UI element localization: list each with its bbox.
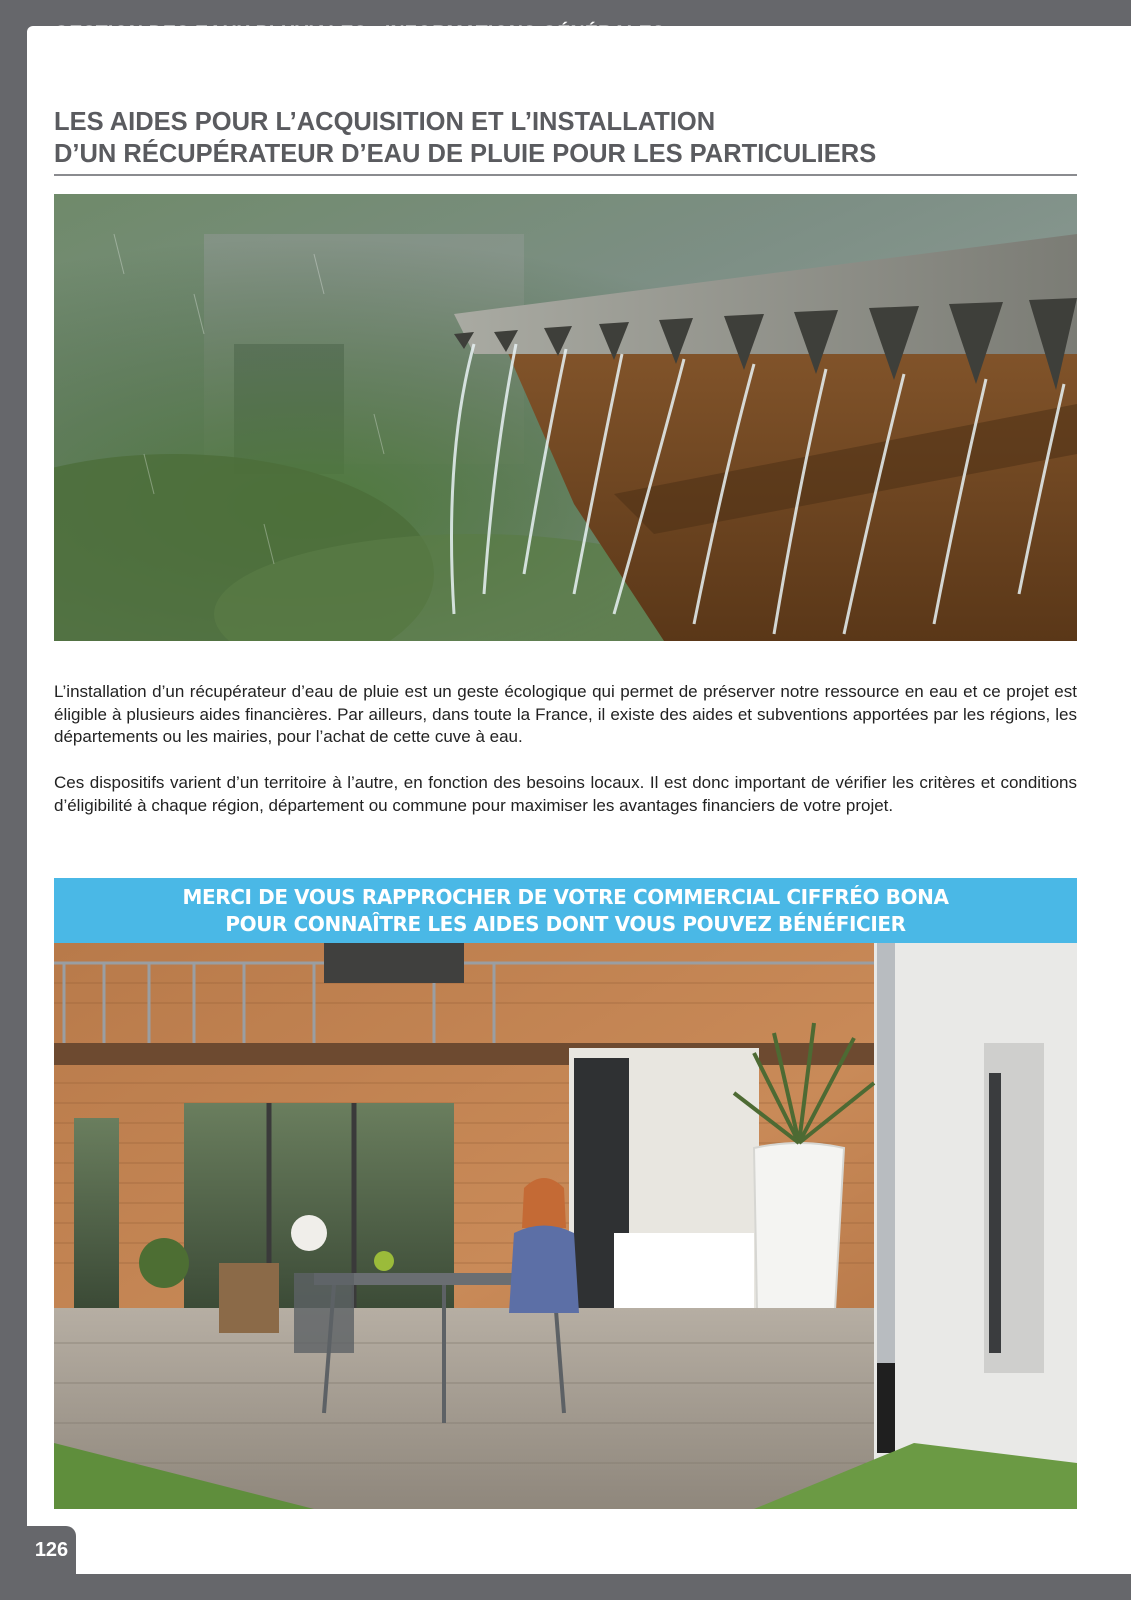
page-title-line1: LES AIDES POUR L’ACQUISITION ET L’INSTALLATION bbox=[54, 108, 716, 136]
section-header-title: GESTION DES EAUX PLUVIALES : INFORMATIONS GÉNÉRALES bbox=[54, 22, 666, 44]
banner-line1: MERCI DE VOUS RAPPROCHER DE VOTRE COMMERCIAL CIFFRÉO BONA bbox=[182, 885, 949, 909]
banner-line2: POUR CONNAÎTRE LES AIDES DONT VOUS POUVEZ BÉNÉFICIER bbox=[225, 912, 906, 936]
rain-roof-photo bbox=[54, 194, 1077, 641]
intro-paragraph: L’installation d’un récupérateur d’eau de pluie est un geste écologique qui permet de préserver notre ressource en eau et ce projet est éligible à plusieurs aides financières. Par ailleurs, dans toute la France, il existe des aides et subventions apportées par les régions, les départements ou les mairies, pour l’achat de cette cuve à eau. bbox=[54, 682, 1077, 746]
page-title-line2: D’UN RÉCUPÉRATEUR D’EAU DE PLUIE POUR LES PARTICULIERS bbox=[54, 140, 877, 168]
title-divider bbox=[54, 174, 1077, 176]
contact-banner bbox=[54, 878, 1077, 943]
page-number: 126 bbox=[27, 1526, 76, 1574]
page-title bbox=[54, 106, 1078, 170]
house-terrace-photo bbox=[54, 943, 1077, 1509]
eligibility-paragraph: Ces dispositifs varient d’un territoire à l’autre, en fonction des besoins locaux. Il est donc important de vérifier les critères et conditions d’éligibilité à chaque région, département ou commune pour maximiser les avantages financiers de votre projet. bbox=[54, 773, 1077, 815]
